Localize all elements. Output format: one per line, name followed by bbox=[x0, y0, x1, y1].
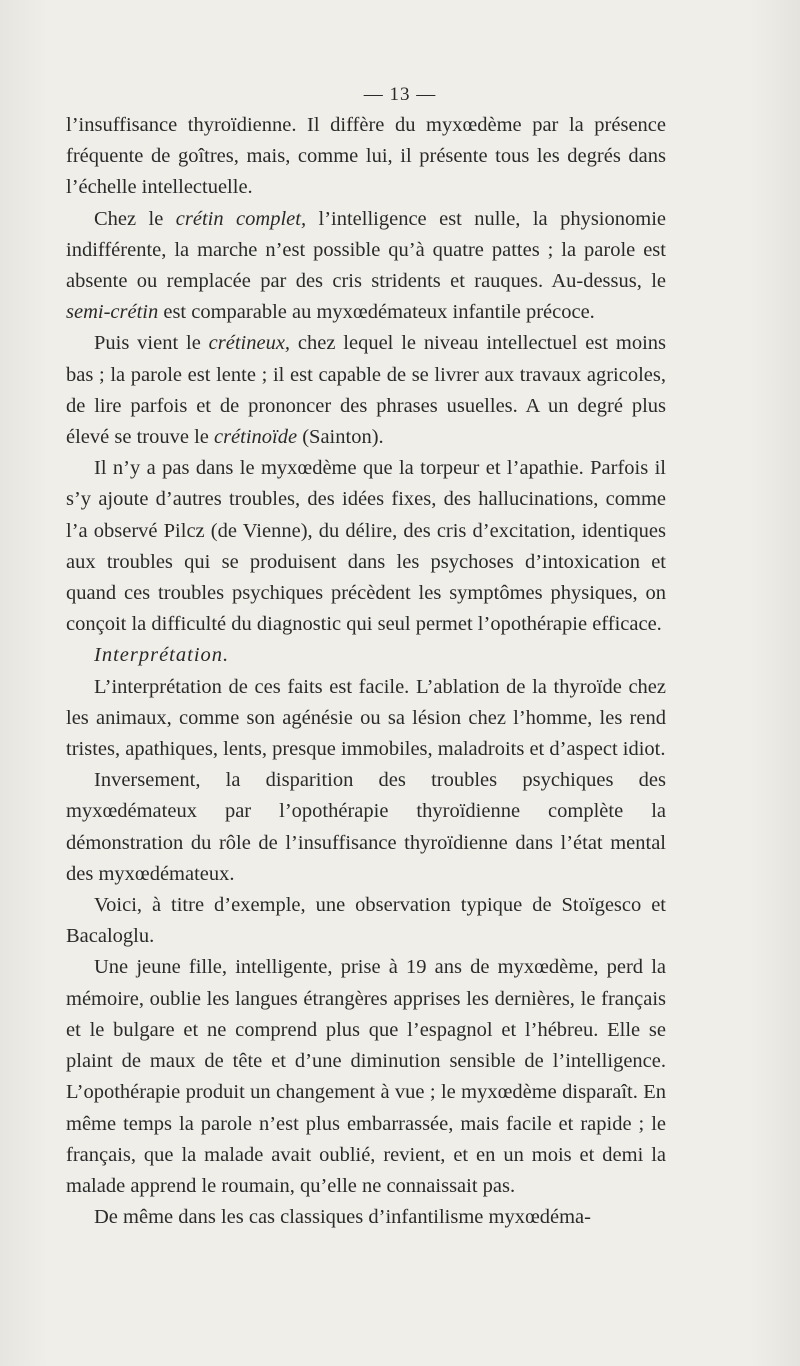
body-text bbox=[66, 110, 666, 1233]
paragraph bbox=[66, 204, 666, 329]
text-run: (Sainton). bbox=[297, 426, 384, 449]
text-run: L’interprétation de ces faits est facile. L’ablation de la thyroïde chez les animaux, comme son agénésie ou sa lésion chez l’homme, les rend tristes, apathiques, lents, presque immobiles, maladroits et d’aspect idiot. bbox=[66, 675, 666, 761]
text-run: l’intelligence est nulle, la physionomie indifférente, la marche n’est possible qu’à quatre pattes ; la parole est absente ou remplacée par des cris stridents et rauques. Au-dessus, le bbox=[66, 207, 666, 293]
section-heading bbox=[66, 640, 666, 671]
text-run: chez lequel le niveau intellectuel est moins bas ; la parole est lente ; il est capable de se livrer aux travaux agricoles, de lire parfois et de prononcer des phrases usuelles. A un degré plus élevé se trouve le bbox=[66, 332, 666, 449]
paragraph bbox=[66, 765, 666, 890]
paragraph bbox=[66, 890, 666, 952]
italic-term: crétinoïde bbox=[213, 426, 298, 449]
text-run: Une jeune fille, intelligente, prise à 19 ans de myxœdème, perd la mémoire, oublie les langues étrangères apprises les dernières, le français et le bulgare et ne comprend plus que l’espagnol et l’hébreu. Elle se plaint de maux de tête et d’une diminution sensible de l’intelligence. L’opothérapie produit un changement à vue ; le myxœdème disparaît. En même temps la parole n’est plus embarrassée, mais facile et rapide ; le français, que la malade avait oublié, revient, et en un mois et demi la malade apprend le roumain, qu’elle ne connaissait pas. bbox=[66, 956, 666, 1197]
paragraph bbox=[66, 1202, 666, 1233]
italic-term: crétin complet, bbox=[175, 207, 307, 230]
paragraph bbox=[66, 328, 666, 453]
text-run: Chez le bbox=[94, 207, 176, 230]
paragraph bbox=[66, 453, 666, 640]
italic-term: Interprétation. bbox=[94, 644, 230, 667]
text-run: Inversement, la disparition des troubles psychiques des myxœdémateux par l’opothérapie thyroïdienne complète la démonstration du rôle de l’insuffisance thyroïdienne dans l’état mental des myxœdémateux. bbox=[66, 769, 666, 885]
text-run: l’insuffisance thyroïdienne. Il diffère du myxœdème par la présence fréquente de goîtres, mais, comme lui, il présente tous les degrés dans l’échelle intellectuelle. bbox=[66, 114, 666, 199]
paragraph bbox=[66, 952, 666, 1202]
paragraph bbox=[66, 110, 666, 204]
text-run: De même dans les cas classiques d’infantilisme myxœdéma- bbox=[94, 1206, 591, 1229]
text-run: Il n’y a pas dans le myxœdème que la torpeur et l’apathie. Parfois il s’y ajoute d’autres troubles, des idées fixes, des hallucinations, comme l’a observé Pilcz (de Vienne), du délire, des cris d’excitation, identiques aux troubles qui se produisent dans les psychoses d’intoxication et quand ces troubles psychiques précèdent les symptômes physiques, on conçoit la difficulté du diagnostic qui seul permet l’opothérapie efficace. bbox=[66, 457, 666, 636]
italic-term: semi-crétin bbox=[66, 301, 159, 324]
paragraph bbox=[66, 672, 666, 766]
italic-term: crétineux, bbox=[208, 332, 291, 355]
text-run: est comparable au myxœdémateux infantile précoce. bbox=[158, 301, 595, 324]
page-number: — 13 — bbox=[363, 84, 437, 105]
text-run: Puis vient le bbox=[94, 332, 209, 355]
text-run: Voici, à titre d’exemple, une observation typique de Stoïgesco et Bacaloglu. bbox=[66, 894, 666, 948]
